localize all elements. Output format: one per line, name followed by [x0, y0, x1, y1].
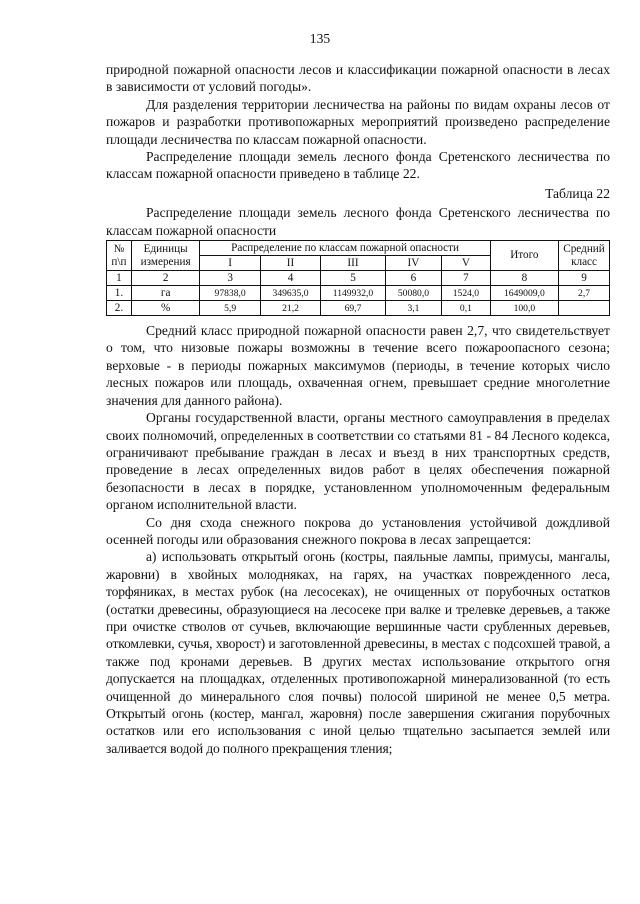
table-caption: Таблица 22 — [545, 185, 610, 201]
column-number: 9 — [559, 271, 610, 286]
table-cell: 1649009,0 — [490, 286, 558, 301]
table-row-percent — [107, 301, 610, 316]
paragraph-territory-division: Для разделения территории лесничества на районы по видам охраны лесов от пожаров и разработки противопожарных мероприятий произведено распределение площади лесничества по классам пожарной опасности. — [106, 96, 610, 147]
table-header-row — [107, 241, 610, 256]
table-cell: 50080,0 — [385, 286, 441, 301]
header-class-5: V — [442, 256, 491, 271]
paragraph-table-reference: Распределение площади земель лесного фонда Сретенского лесничества по классам пожарной опасности приведено в таблице 22. — [106, 149, 610, 182]
header-class-4: IV — [385, 256, 441, 271]
header-number-line2: п\п — [111, 255, 127, 268]
table-cell: 2. — [107, 301, 132, 316]
header-average-line1: Средний — [563, 242, 605, 255]
table-cell: 5,9 — [200, 301, 260, 316]
table-cell: 69,7 — [321, 301, 385, 316]
table-cell: 100,0 — [490, 301, 558, 316]
header-unit-line2: измерения — [140, 255, 191, 268]
table-row-hectares — [107, 286, 610, 301]
table-cell: 0,1 — [442, 301, 491, 316]
table-cell: 1524,0 — [442, 286, 491, 301]
header-class-2: II — [260, 256, 320, 271]
header-unit-line1: Единицы — [143, 242, 188, 255]
column-number: 1 — [107, 271, 132, 286]
header-average-line2: класс — [571, 255, 597, 268]
table-cell: 21,2 — [260, 301, 320, 316]
table-cell: 97838,0 — [200, 286, 260, 301]
paragraph-open-fire-rule: а) использовать открытый огонь (костры, паяльные лампы, примусы, мангалы, жаровни) в хвойных молодняках, на гарях, на участках поврежденного леса, торфяниках, в местах рубок (на лесосеках), не очищенных от порубочных остатков (остатки древесины, образующиеся на лесосеке при валке и трелевке деревьев, а также при очистке стволов от сучьев, включающие вершинные части срубленных деревьев, откомлевки, сучья, хворост) и заготовленной древесины, в местах с подсохшей травой, а также под кронами деревьев. В других местах использование открытого огня допускается на площадках, отделенных противопожарной минерализованной (то есть очищенной до минерального слоя почвы) полосой шириной не менее 0,5 метра. Открытый огонь (костер, мангал, жаровня) после завершения сжигания порубочных остатков или его использования с иной целью тщательно засыпается землей или заливается водой до полного прекращения тления; — [106, 549, 610, 756]
paragraph-prohibitions: Со дня схода снежного покрова до установления устойчивой дождливой осенней погоды или образования снежного покрова в лесах запрещается: — [106, 514, 610, 547]
header-class-1: I — [200, 256, 260, 271]
table-title: Распределение площади земель лесного фонда Сретенского лесничества по классам пожарной опасности — [106, 205, 610, 238]
table-cell: га — [131, 286, 200, 301]
column-number: 5 — [321, 271, 385, 286]
table-cell: 349635,0 — [260, 286, 320, 301]
paragraph-average-class: Средний класс природной пожарной опасности равен 2,7, что свидетельствует о том, что низовые пожары возможны в течение всего пожароопасного сезона; верховые - в периоды пожарных максимумов (периоды, в течение которых число лесных пожаров или площадь, охваченная огнем, превышает средние многолетние значения для данного района). — [106, 323, 610, 408]
header-number — [107, 241, 132, 271]
table-cell — [559, 301, 610, 316]
table-cell: 1149932,0 — [321, 286, 385, 301]
header-distribution: Распределение по классам пожарной опасности — [200, 241, 490, 256]
table-column-number-row — [107, 271, 610, 286]
table-cell: % — [131, 301, 200, 316]
document-body — [106, 61, 610, 757]
header-average-class — [559, 241, 610, 271]
column-number: 4 — [260, 271, 320, 286]
column-number: 3 — [200, 271, 260, 286]
column-number: 8 — [490, 271, 558, 286]
paragraph-intro-continued: природной пожарной опасности лесов и классификации пожарной опасности в лесах в зависимости от условий погоды». — [106, 62, 610, 95]
column-number: 6 — [385, 271, 441, 286]
column-number: 2 — [131, 271, 200, 286]
table-cell: 1. — [107, 286, 132, 301]
header-unit — [131, 241, 200, 271]
header-number-line1: № — [113, 242, 125, 255]
header-class-3: III — [321, 256, 385, 271]
paragraph-authorities: Органы государственной власти, органы местного самоуправления в пределах своих полномочий, определенных в соответствии со статьями 81 - 84 Лесного кодекса, ограничивают пребывание граждан в лесах и въезд в них транспортных средств, проведение в лесах определенных видов работ в целях обеспечения пожарной безопасности в лесах в порядке, установленном уполномоченным федеральным органом исполнительной власти. — [106, 410, 610, 513]
column-number: 7 — [442, 271, 491, 286]
fire-hazard-distribution-table — [106, 240, 610, 316]
page-number: 135 — [309, 31, 331, 46]
header-total: Итого — [490, 241, 558, 271]
table-cell: 2,7 — [559, 286, 610, 301]
table-cell: 3,1 — [385, 301, 441, 316]
